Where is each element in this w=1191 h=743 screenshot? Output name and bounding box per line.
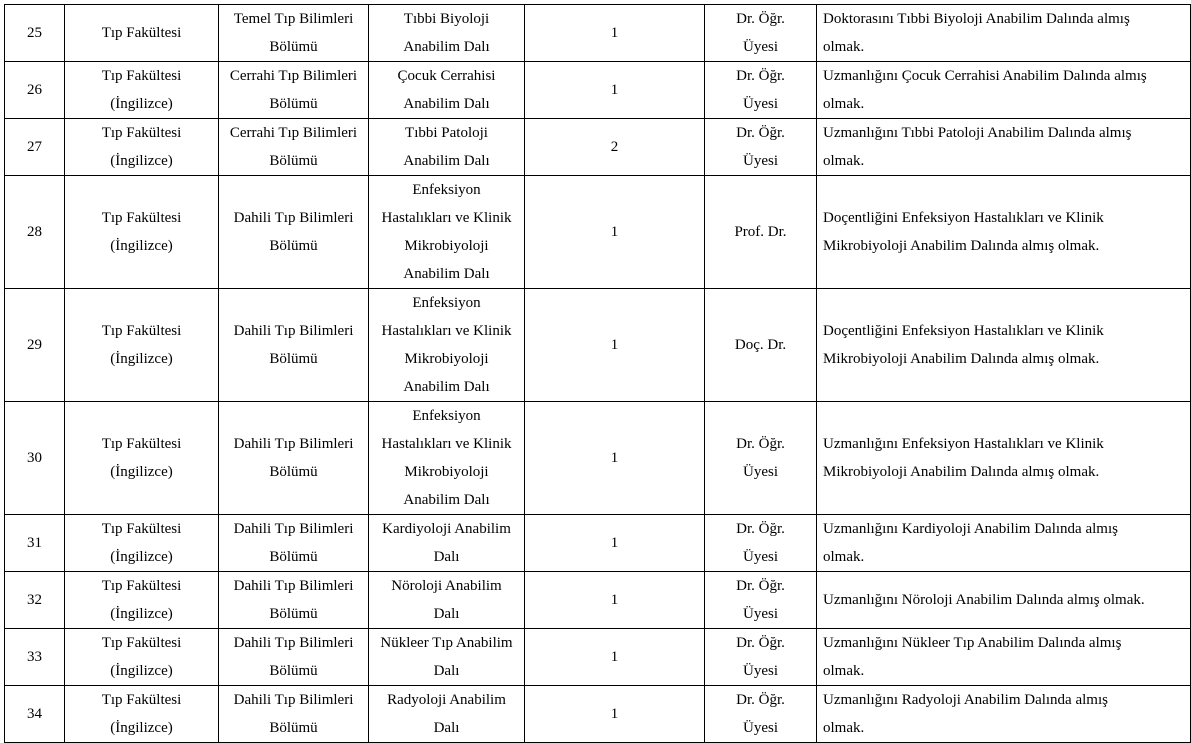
position-count-cell-text: 2 [610,139,619,155]
position-count-cell-text: 1 [610,592,619,608]
table-row [5,515,1191,572]
department-cell [219,119,369,176]
faculty-cell-text: Tıp Fakültesi (İngilizce) [101,692,182,736]
requirement-cell [817,119,1191,176]
faculty-cell-text: Tıp Fakültesi (İngilizce) [101,68,182,112]
division-cell-text: Tıbbi Patoloji Anabilim Dalı [403,125,490,169]
position-count-cell-text: 1 [610,649,619,665]
position-count-cell-text: 1 [610,337,619,353]
row-number-text: 31 [27,535,42,551]
table-row [5,289,1191,402]
requirement-cell [817,62,1191,119]
division-cell [369,119,525,176]
row-number [5,402,65,515]
position-count-cell [525,119,705,176]
row-number [5,176,65,289]
faculty-cell-text: Tıp Fakültesi (İngilizce) [101,436,182,480]
academic-title-cell-text: Doç. Dr. [734,337,787,353]
row-number [5,62,65,119]
faculty-cell [65,402,219,515]
faculty-cell [65,289,219,402]
faculty-cell [65,629,219,686]
academic-title-cell [705,629,817,686]
position-count-cell [525,629,705,686]
row-number [5,572,65,629]
row-number [5,119,65,176]
row-number-text: 25 [27,25,42,41]
department-cell-text: Dahili Tıp Bilimleri Bölümü [233,578,354,622]
department-cell [219,515,369,572]
department-cell-text: Dahili Tıp Bilimleri Bölümü [233,692,354,736]
position-count-cell [525,515,705,572]
position-count-cell-text: 1 [610,706,619,722]
faculty-cell [65,572,219,629]
position-count-cell-text: 1 [610,224,619,240]
requirement-cell-text: Uzmanlığını Tıbbi Patoloji Anabilim Dalında almış olmak. [823,125,1132,169]
requirement-cell-text: Doçentliğini Enfeksiyon Hastalıkları ve Klinik Mikrobiyoloji Anabilim Dalında almış olmak. [823,323,1104,367]
department-cell-text: Dahili Tıp Bilimleri Bölümü [233,210,354,254]
position-count-cell [525,62,705,119]
requirement-cell [817,515,1191,572]
row-number-text: 26 [27,82,42,98]
requirement-cell-text: Uzmanlığını Kardiyoloji Anabilim Dalında almış olmak. [823,521,1118,565]
academic-title-cell-text: Prof. Dr. [734,224,787,240]
department-cell-text: Temel Tıp Bilimleri Bölümü [233,11,354,55]
department-cell [219,572,369,629]
academic-title-cell [705,119,817,176]
department-cell-text: Dahili Tıp Bilimleri Bölümü [233,635,354,679]
faculty-cell [65,62,219,119]
faculty-cell-text: Tıp Fakültesi (İngilizce) [101,323,182,367]
department-cell-text: Cerrahi Tıp Bilimleri Bölümü [229,68,358,112]
row-number-text: 32 [27,592,42,608]
department-cell [219,289,369,402]
row-number [5,629,65,686]
division-cell-text: Kardiyoloji Anabilim Dalı [382,521,511,565]
requirement-cell-text: Doktorasını Tıbbi Biyoloji Anabilim Dalında almış olmak. [823,11,1130,55]
table-row [5,62,1191,119]
division-cell-text: Radyoloji Anabilim Dalı [387,692,506,736]
division-cell [369,572,525,629]
department-cell [219,5,369,62]
division-cell [369,176,525,289]
division-cell-text: Enfeksiyon Hastalıkları ve Klinik Mikrobiyoloji Anabilim Dalı [381,295,512,395]
row-number-text: 34 [27,706,42,722]
row-number [5,5,65,62]
table-row [5,572,1191,629]
position-count-cell [525,5,705,62]
requirement-cell [817,5,1191,62]
academic-title-cell [705,176,817,289]
department-cell [219,629,369,686]
division-cell-text: Enfeksiyon Hastalıkları ve Klinik Mikrobiyoloji Anabilim Dalı [381,182,512,282]
requirement-cell-text: Uzmanlığını Çocuk Cerrahisi Anabilim Dalında almış olmak. [823,68,1147,112]
faculty-cell-text: Tıp Fakültesi (İngilizce) [101,125,182,169]
academic-title-cell-text: Dr. Öğr. Üyesi [736,692,785,736]
academic-title-cell-text: Dr. Öğr. Üyesi [736,125,785,169]
department-cell-text: Dahili Tıp Bilimleri Bölümü [233,436,354,480]
department-cell-text: Cerrahi Tıp Bilimleri Bölümü [229,125,358,169]
division-cell [369,62,525,119]
requirement-cell [817,289,1191,402]
table-row [5,5,1191,62]
faculty-cell [65,5,219,62]
department-cell [219,402,369,515]
division-cell-text: Çocuk Cerrahisi Anabilim Dalı [397,68,496,112]
department-cell [219,176,369,289]
row-number-text: 33 [27,649,42,665]
row-number-text: 29 [27,337,42,353]
row-number-text: 28 [27,224,42,240]
academic-title-cell-text: Dr. Öğr. Üyesi [736,436,785,480]
requirement-cell-text: Uzmanlığını Enfeksiyon Hastalıkları ve Klinik Mikrobiyoloji Anabilim Dalında almış olmak. [823,436,1104,480]
position-count-cell [525,176,705,289]
department-cell-text: Dahili Tıp Bilimleri Bölümü [233,323,354,367]
requirement-cell-text: Uzmanlığını Nükleer Tıp Anabilim Dalında almış olmak. [823,635,1122,679]
division-cell [369,515,525,572]
table-row [5,402,1191,515]
position-count-cell-text: 1 [610,450,619,466]
division-cell-text: Nükleer Tıp Anabilim Dalı [380,635,513,679]
faculty-cell-text: Tıp Fakültesi (İngilizce) [101,635,182,679]
division-cell-text: Nöroloji Anabilim Dalı [391,578,502,622]
requirement-cell [817,629,1191,686]
position-count-cell-text: 1 [610,82,619,98]
row-number-text: 27 [27,139,42,155]
requirement-cell-text: Uzmanlığını Nöroloji Anabilim Dalında almış olmak. [823,592,1145,608]
positions-table [4,4,1191,743]
requirement-cell [817,176,1191,289]
academic-title-cell [705,289,817,402]
academic-title-cell-text: Dr. Öğr. Üyesi [736,521,785,565]
division-cell [369,5,525,62]
academic-title-cell-text: Dr. Öğr. Üyesi [736,578,785,622]
requirement-cell [817,402,1191,515]
academic-title-cell [705,5,817,62]
faculty-cell-text: Tıp Fakültesi (İngilizce) [101,578,182,622]
faculty-cell-text: Tıp Fakültesi [101,25,182,41]
academic-title-cell [705,402,817,515]
requirement-cell-text: Uzmanlığını Radyoloji Anabilim Dalında almış olmak. [823,692,1108,736]
faculty-cell-text: Tıp Fakültesi (İngilizce) [101,210,182,254]
academic-title-cell-text: Dr. Öğr. Üyesi [736,11,785,55]
row-number [5,515,65,572]
faculty-cell [65,176,219,289]
faculty-cell-text: Tıp Fakültesi (İngilizce) [101,521,182,565]
academic-title-cell-text: Dr. Öğr. Üyesi [736,68,785,112]
division-cell-text: Tıbbi Biyoloji Anabilim Dalı [403,11,490,55]
department-cell [219,62,369,119]
requirement-cell-text: Doçentliğini Enfeksiyon Hastalıkları ve Klinik Mikrobiyoloji Anabilim Dalında almış olmak. [823,210,1104,254]
position-count-cell-text: 1 [610,25,619,41]
division-cell [369,629,525,686]
position-count-cell-text: 1 [610,535,619,551]
row-number [5,289,65,402]
division-cell [369,289,525,402]
academic-title-cell [705,515,817,572]
division-cell-text: Enfeksiyon Hastalıkları ve Klinik Mikrobiyoloji Anabilim Dalı [381,408,512,508]
positions-table-body [5,5,1191,743]
table-row [5,176,1191,289]
academic-title-cell [705,572,817,629]
faculty-cell [65,119,219,176]
position-count-cell [525,572,705,629]
faculty-cell [65,515,219,572]
table-row [5,119,1191,176]
table-row [5,629,1191,686]
position-count-cell [525,289,705,402]
department-cell-text: Dahili Tıp Bilimleri Bölümü [233,521,354,565]
academic-title-cell-text: Dr. Öğr. Üyesi [736,635,785,679]
row-number-text: 30 [27,450,42,466]
position-count-cell [525,402,705,515]
division-cell [369,402,525,515]
academic-title-cell [705,62,817,119]
requirement-cell [817,572,1191,629]
